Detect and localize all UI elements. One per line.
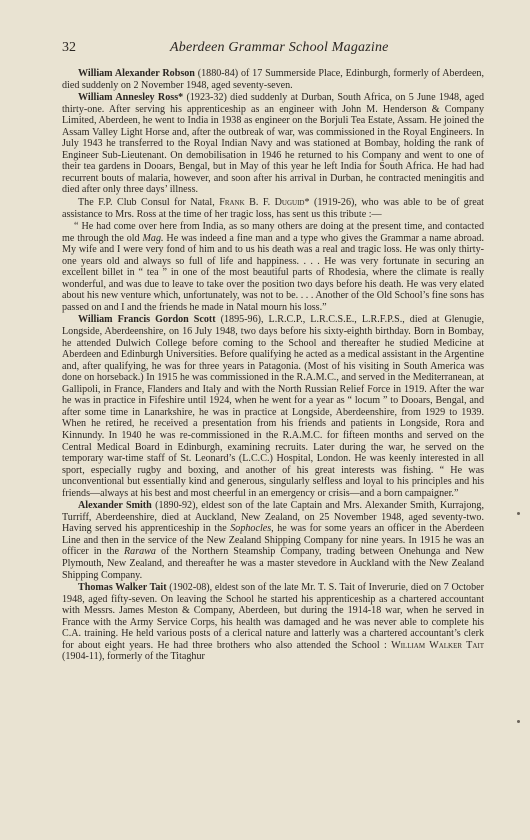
duguid-intro <box>62 197 484 220</box>
page-number: 32 <box>62 40 76 55</box>
margin-mark <box>517 512 520 515</box>
paragraph-text: , he was for some years an officer in the Aberdeen Line and then in the service of the New Zealand Shipping Company for nine years. In 1915 he was an officer in the <box>62 523 484 558</box>
italic-title: Mag. <box>142 232 164 244</box>
paragraph-text: (1880-84) of 17 Summerside Place, Edinburgh, formerly of Aberdeen, died suddenly on 2 November 1948, aged seventy-seven. <box>62 68 484 91</box>
obituary-scott <box>62 314 484 499</box>
paragraph-text: The F.P. Club Consul for Natal, <box>78 197 220 209</box>
small-caps-name: Frank B. F. Duguid* <box>219 197 310 209</box>
paragraph-text: (1923-32) died suddenly at Durban, South Africa, on 5 June 1948, aged thirty-one. After serving his apprenticeship as an engineer with John M. Henderson & Company Limited, Aberdeen, he went to India in 1938 as engineer on the Borjuli Tea Estate, Assam. He joined the Assam Valley Light Horse and, after the outbreak of war, was commissioned in the Royal Engineers. In July 1943 he transferred to the Royal Indian Navy and was stationed at Bombay, holding the rank of Engineer Sub-Lieutenant. On demobilisation in 1946 he returned to his Company and went to one of their tea gardens in Dooars, Bengal, but in May of this year he left India for South Africa. He had had recurrent bouts of malaria, however, and soon after his arrival in Durban, he contracted meningitis and died after only three days’ illness. <box>62 92 484 196</box>
paragraph-text: of the Northern Steamship Company, trading between Onehunga and New Plymouth, New Zealand, and thereafter he was a master stevedore in Auckland with the New Zealand Shipping Company. <box>62 546 484 581</box>
person-name: Thomas Walker Tait <box>78 582 167 594</box>
person-name: William Alexander Robson <box>78 68 195 79</box>
paragraph-text: (1902-08), eldest son of the late Mr. T. S. Tait of Inverurie, died on 7 October 1948, aged fifty-seven. On leaving the School he started his apprenticeship as a chartered accountant with Messrs. James Meston & Company, Aberdeen, but during the 1914-18 war, when he served in France with the Army Service Corps, his health was damaged and he was never able to complete his C.A. training. He held various posts of a clerical nature and latterly was a chartered accountant’s clerk for about eight years. He had three brothers who also attended the School : <box>62 582 484 651</box>
person-name: Alexander Smith <box>78 500 152 512</box>
small-caps-name: William Walker Tait <box>391 639 485 651</box>
person-name: William Francis Gordon Scott <box>78 314 216 326</box>
paragraph-text: “ He had come over here from India, as so many others are doing at the present time, and contacted me through the old <box>62 221 484 244</box>
person-name: William Annesley Ross* <box>78 92 184 104</box>
paragraph-text: He was indeed a fine man and a type who gives the Grammar a name abroad. My wife and I were very fond of him and to us his death was a real and tragic loss. He was only thirty-one years old and always so full of life and happiness. . . . He was very fortunate in securing an excellent billet in “ tea ” in one of the most beautiful parts of Rhodesia, where the climate is really wonderful, and was due to leave to take over the position two days before his death. He was very elated about his new venture which, unfortunately, was not to be. . . . Another of the Old School’s fine sons has passed on and I and the friends he made in Natal mourn his loss.” <box>62 232 485 313</box>
paragraph-text: (1895-96), L.R.C.P., L.R.C.S.E., L.R.F.P.S., died at Glenugie, Longside, Aberdeenshire, on 16 July 1948, two days before his sixty-eighth birthday. Born in Bombay, he attended Dulwich College before coming to the School and thereafter he studied Medicine at Aberdeen and Edinburgh Universities. Before qualifying he acted as a medical assistant in the Argentine and, after qualifying, he was for three years in Patagonia. (Most of his visiting in South America was done on horseback.) In 1915 he was commissioned in the R.A.M.C., and served in the Mediterranean, at Gallipoli, in France, Flanders and Italy and with the North Russian Relief Force in 1919. After the war he was in practice in Fifeshire until 1924, when he went for a year as “ locum ” to Dooars, Bengal, and after some time in Lanarkshire, he was in practice at Longside, Aberdeenshire, from 1929 to 1939. When he retired, he received a presentation from his friends and patients in Longside, Rora and Kinnundy. In 1940 he was re-commissioned in the R.A.M.C. for fifteen months and served on the Central Medical Board in Edinburgh, examining recruits. Later during the war, he served on the temporary war-time staff of St. Leonard’s (L.C.C.) Hospital, London. He was keenly interested in all sport, especially rugby and boxing, and another of his great interests was fishing. “ He was unconventional but essentially kind and generous, singularly selfless and loyal to his principles and his friends—always at his best and most cheerful in an emergency or crisis—and a born campaigner.” <box>62 314 484 499</box>
page-header <box>62 40 484 62</box>
italic-title: Sophocles <box>230 523 272 535</box>
running-title: Aberdeen Grammar School Magazine <box>170 40 389 55</box>
obituary-ross <box>62 92 484 196</box>
obituary-smith <box>62 500 484 581</box>
obituary-robson <box>62 68 484 91</box>
italic-title: Rarawa <box>124 546 156 558</box>
paragraph-text: (1904-11), formerly of the Titaghur <box>62 651 205 663</box>
obituary-column <box>62 68 484 663</box>
margin-mark <box>517 720 520 723</box>
obituary-tait <box>62 582 484 663</box>
paragraph-text: (1919-26), who was able to be of great assistance to Mrs. Ross at the time of her tragic loss, has sent us this tribute :— <box>62 197 484 220</box>
paragraph-text: (1890-92), eldest son of the late Captain and Mrs. Alexander Smith, Kurrajong, Turriff, Aberdeenshire, died at Auckland, New Zealand, on 25 November 1948, aged seventy-two. Having served his apprenticeship in the <box>62 500 485 535</box>
duguid-tribute-quote <box>62 221 484 313</box>
